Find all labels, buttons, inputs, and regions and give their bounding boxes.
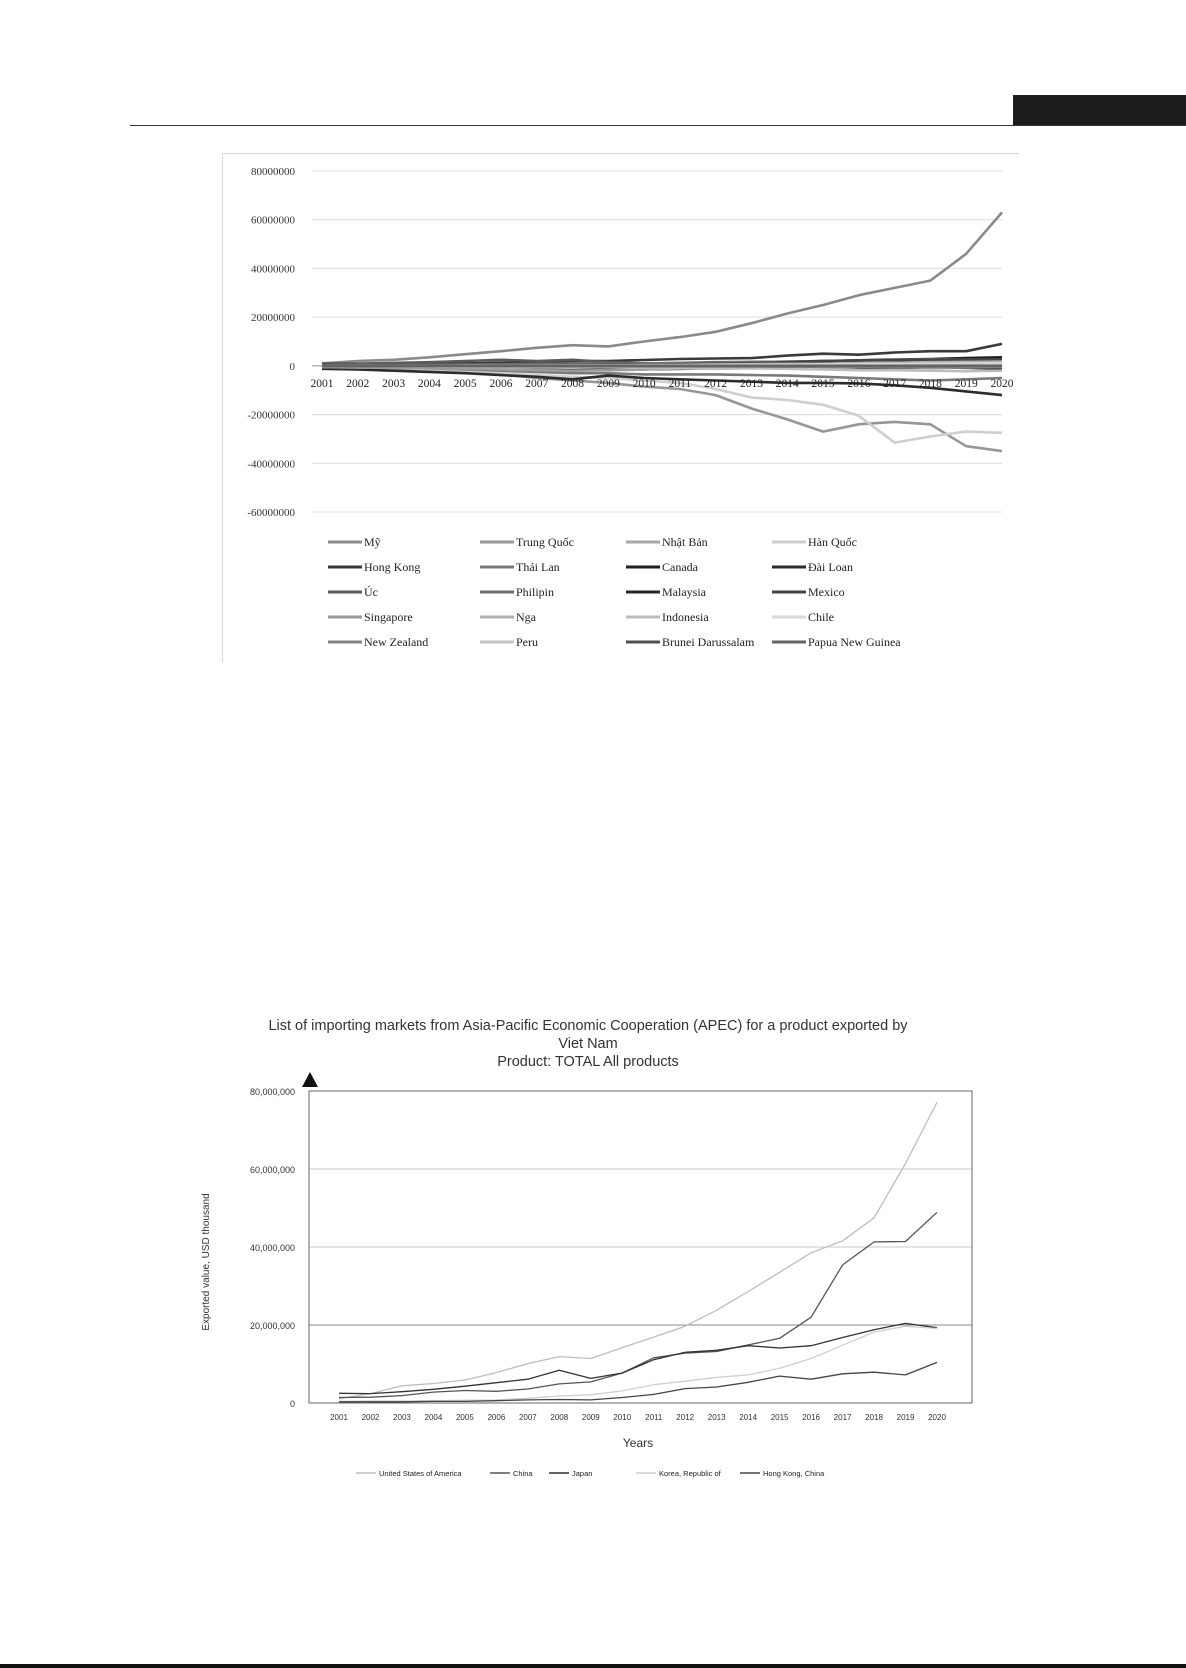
y-tick-label: 60000000	[251, 214, 295, 227]
x-tick-label: 2003	[393, 1413, 411, 1422]
legend-label: Nga	[516, 610, 536, 624]
legend-label: Papua New Guinea	[808, 635, 901, 649]
legend-label: Malaysia	[662, 585, 706, 599]
x-tick-label: 2016	[802, 1413, 821, 1422]
legend-label: Thái Lan	[516, 560, 560, 574]
x-tick-label: 2018	[865, 1413, 883, 1422]
x-tick-label: 2005	[455, 1413, 474, 1422]
x-tick-label: 2011	[645, 1413, 663, 1422]
legend-label: Mexico	[808, 585, 845, 599]
x-tick-label: 2012	[676, 1413, 695, 1422]
x-tick-label: 2017	[833, 1413, 852, 1422]
x-tick-label: 2013	[739, 377, 763, 390]
x-tick-label: 2010	[613, 1413, 632, 1422]
x-tick-label: 2011	[668, 377, 692, 390]
chart-title-line-1: List of importing markets from Asia-Pacific Economic Cooperation (APEC) for a product exported by	[268, 1018, 908, 1034]
x-tick-label: 2019	[954, 377, 978, 390]
x-tick-label: 2008	[561, 377, 585, 390]
legend-label: Đài Loan	[808, 560, 853, 574]
x-tick-label: 2005	[453, 377, 477, 390]
footer-rule	[0, 1664, 1186, 1668]
x-tick-label: 2001	[330, 1413, 348, 1422]
x-tick-label: 2007	[525, 377, 549, 390]
legend-label: New Zealand	[364, 635, 429, 649]
y-tick-label: 0	[289, 360, 295, 373]
x-tick-label: 2020	[990, 377, 1014, 390]
x-tick-label: 2004	[424, 1413, 443, 1422]
y-tick-label: -60000000	[247, 507, 295, 519]
series-line-0	[339, 1102, 937, 1398]
y-tick-label: 0	[289, 1399, 295, 1409]
chart-subtitle: Product: TOTAL All products	[497, 1054, 679, 1070]
legend-label: Hong Kong	[364, 560, 421, 574]
y-tick-label: 80,000,000	[249, 1087, 295, 1097]
legend-label: Chile	[808, 610, 834, 624]
legend-label: Philipin	[516, 585, 555, 599]
x-tick-label: 2009	[596, 377, 620, 390]
x-tick-label: 2004	[417, 377, 441, 390]
legend-label: Brunei Darussalam	[662, 635, 755, 649]
legend-label: Hàn Quốc	[808, 535, 857, 549]
x-tick-label: 2015	[811, 377, 835, 390]
series-line-2	[339, 1323, 937, 1393]
x-tick-label: 2017	[883, 377, 907, 390]
legend-label: Nhật Bản	[662, 535, 708, 549]
y-tick-label: -40000000	[247, 458, 295, 471]
x-tick-label: 2015	[770, 1413, 789, 1422]
x-tick-label: 2012	[704, 377, 728, 390]
x-tick-label: 2001	[310, 377, 334, 390]
legend-label: Indonesia	[662, 610, 709, 624]
legend-label: Singapore	[364, 610, 413, 624]
legend-label: Trung Quốc	[516, 535, 574, 549]
series-line-1	[339, 1212, 937, 1397]
x-tick-label: 2002	[346, 377, 370, 390]
legend-label: United States of America	[379, 1469, 462, 1478]
x-tick-label: 2003	[382, 377, 406, 390]
x-tick-label: 2010	[632, 377, 656, 390]
x-tick-label: 2007	[518, 1413, 537, 1422]
y-tick-label: 60,000,000	[249, 1165, 295, 1175]
x-tick-label: 2006	[489, 377, 513, 390]
x-tick-label: 2019	[896, 1413, 915, 1422]
legend-label: Mỹ	[364, 535, 381, 549]
chart-title-line-2: Viet Nam	[558, 1036, 618, 1052]
x-tick-label: 2002	[361, 1413, 380, 1422]
legend-label: Korea, Republic of	[659, 1469, 721, 1478]
x-tick-label: 2006	[487, 1413, 506, 1422]
y-tick-label: 20,000,000	[249, 1321, 295, 1331]
x-tick-label: 2014	[775, 377, 799, 390]
x-axis-label: Years	[622, 1436, 654, 1450]
x-tick-label: 2016	[847, 377, 871, 390]
y-tick-label: 40000000	[251, 263, 295, 276]
axis-arrow-icon	[302, 1072, 318, 1087]
y-tick-label: 80000000	[251, 166, 295, 178]
legend-label: China	[513, 1469, 533, 1478]
legend-label: Canada	[662, 560, 698, 574]
x-tick-label: 2013	[707, 1413, 726, 1422]
x-tick-label: 2018	[918, 377, 942, 390]
y-axis-label: Exported value, USD thousand	[201, 1193, 212, 1331]
x-tick-label: 2009	[581, 1413, 600, 1422]
y-tick-label: -20000000	[247, 409, 295, 422]
x-tick-label: 2014	[739, 1413, 758, 1422]
legend-label: Japan	[572, 1469, 593, 1478]
legend-label: Úc	[364, 585, 378, 599]
x-tick-label: 2020	[928, 1413, 946, 1422]
legend-label: Peru	[516, 635, 538, 649]
x-tick-label: 2008	[550, 1413, 569, 1422]
y-tick-label: 20000000	[251, 312, 295, 325]
legend-label: Hong Kong, China	[763, 1469, 825, 1478]
series-line-4	[339, 1362, 937, 1401]
y-tick-label: 40,000,000	[249, 1243, 295, 1253]
chart-title	[268, 1018, 908, 1052]
